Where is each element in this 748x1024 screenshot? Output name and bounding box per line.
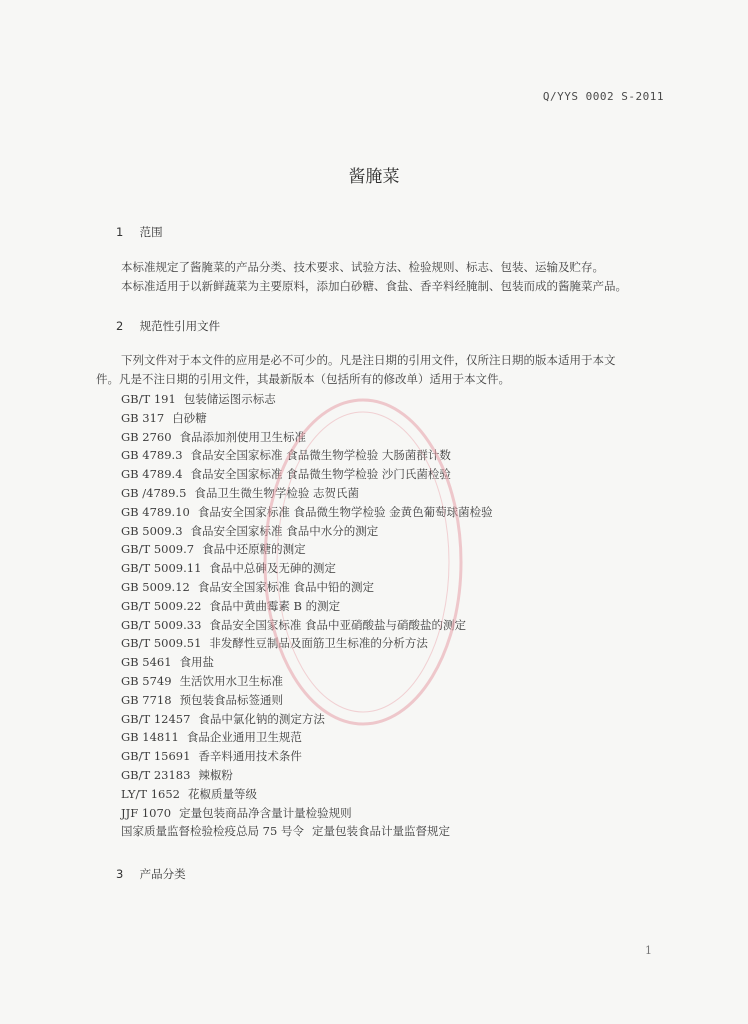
reference-code: GB 5009.3: [121, 523, 183, 538]
reference-title: 食品中总砷及无砷的测定: [209, 561, 336, 576]
references-intro-line-1: 下列文件对于本文件的应用是必不可少的。凡是注日期的引用文件，仅所注日期的版本适用于本文: [121, 353, 616, 367]
reference-item: [121, 503, 493, 522]
reference-code: GB/T 23183: [121, 767, 191, 782]
section-title: 产品分类: [139, 867, 186, 881]
reference-title: 食品中还原糖的测定: [202, 542, 306, 557]
reference-code: GB/T 15691: [121, 749, 191, 764]
reference-code: GB 317: [121, 410, 165, 425]
reference-code: GB/T 5009.33: [121, 617, 202, 632]
reference-code: 国家质量监督检验检疫总局 75 号令: [121, 824, 304, 839]
reference-title: 食品中黄曲霉素 B 的测定: [209, 598, 341, 613]
section-1-heading: [116, 224, 163, 240]
reference-item: [121, 653, 493, 672]
references-intro-line-2: 件。凡是不注日期的引用文件，其最新版本（包括所有的修改单）适用于本文件。: [96, 372, 510, 386]
reference-title: 定量包装商品净含量计量检验规则: [179, 805, 352, 820]
section-title: 规范性引用文件: [139, 319, 221, 333]
scope-paragraph-2: 本标准适用于以新鲜蔬菜为主要原料，添加白砂糖、食盐、香辛料经腌制、包装而成的酱腌菜产品。: [121, 279, 627, 293]
reference-item: [121, 785, 493, 804]
reference-title: 香辛料通用技术条件: [198, 749, 302, 764]
reference-code: GB/T 5009.7: [121, 542, 195, 557]
reference-title: 生活饮用水卫生标准: [179, 673, 284, 688]
reference-title: 食品安全国家标准 食品微生物学检验 金黄色葡萄球菌检验: [197, 504, 493, 519]
reference-item: [121, 672, 493, 691]
section-title: 范围: [139, 225, 163, 239]
reference-item: [121, 540, 493, 559]
section-number: 1: [116, 225, 124, 239]
reference-item: [121, 578, 493, 597]
reference-code: GB 14811: [121, 730, 179, 745]
reference-item: [121, 428, 493, 447]
reference-code: GB 4789.3: [121, 448, 183, 463]
reference-title: 食用盐: [179, 655, 215, 670]
reference-code: GB 7718: [121, 692, 172, 707]
reference-title: 非发酵性豆制品及面筋卫生标准的分析方法: [209, 636, 428, 651]
section-3-heading: [116, 866, 186, 882]
reference-code: GB 5009.12: [121, 579, 190, 594]
reference-title: 食品添加剂使用卫生标准: [179, 429, 307, 444]
reference-code: GB 5461: [121, 655, 172, 670]
reference-title: 食品卫生微生物学检验 志贺氏菌: [194, 485, 360, 500]
reference-item: [121, 691, 493, 710]
reference-item: [121, 710, 493, 729]
reference-code: GB 4789.10: [121, 504, 190, 519]
reference-title: 食品安全国家标准 食品中铅的测定: [197, 579, 375, 594]
reference-item: [121, 484, 493, 503]
reference-title: 食品安全国家标准 食品中亚硝酸盐与硝酸盐的测定: [209, 617, 467, 632]
reference-title: 包装储运图示标志: [183, 392, 276, 406]
page-number: 1: [645, 944, 652, 957]
reference-item: [121, 766, 493, 785]
reference-item: [121, 634, 493, 653]
reference-title: 食品安全国家标准 食品中水分的测定: [190, 523, 379, 538]
reference-item: [121, 822, 493, 841]
reference-code: GB/T 12457: [121, 711, 191, 726]
section-2-heading: [116, 318, 220, 334]
reference-list: [121, 390, 493, 841]
reference-code: GB/T 5009.22: [121, 598, 202, 613]
standard-code: Q/YYS 0002 S-2011: [542, 90, 664, 103]
reference-code: GB 4789.4: [121, 467, 183, 482]
reference-title: 辣椒粉: [198, 767, 233, 782]
reference-title: 食品安全国家标准 食品微生物学检验 大肠菌群计数: [190, 448, 451, 463]
reference-code: LY/T 1652: [121, 786, 180, 801]
reference-item: [121, 522, 493, 541]
reference-title: 白砂糖: [172, 410, 207, 425]
reference-item: [121, 559, 493, 578]
reference-code: JJF 1070: [121, 805, 172, 820]
section-number: 2: [116, 319, 124, 333]
reference-item: [121, 409, 493, 428]
reference-item: [121, 728, 493, 747]
reference-item: [121, 446, 493, 465]
reference-title: 预包装食品标签通则: [179, 692, 284, 707]
reference-code: GB/T 5009.51: [121, 636, 202, 651]
reference-code: GB/T 5009.11: [121, 561, 202, 576]
reference-item: [121, 804, 493, 823]
reference-item: [121, 465, 493, 484]
reference-item: [121, 616, 493, 635]
reference-title: 花椒质量等级: [187, 786, 257, 801]
reference-title: 食品安全国家标准 食品微生物学检验 沙门氏菌检验: [190, 467, 451, 482]
reference-title: 食品企业通用卫生规范: [186, 730, 302, 745]
reference-title: 定量包装食品计量监督规定: [311, 824, 450, 839]
scope-paragraph-1: 本标准规定了酱腌菜的产品分类、技术要求、试验方法、检验规则、标志、包装、运输及贮存。: [121, 260, 604, 274]
reference-item: [121, 597, 493, 616]
reference-code: GB 2760: [121, 429, 172, 444]
reference-code: GB/T 191: [121, 392, 176, 406]
reference-item: [121, 747, 493, 766]
document-title: 酱腌菜: [348, 167, 400, 187]
reference-title: 食品中氯化钠的测定方法: [198, 711, 325, 726]
reference-code: GB /4789.5: [121, 485, 187, 500]
reference-item: [121, 390, 493, 409]
section-number: 3: [116, 867, 124, 881]
reference-code: GB 5749: [121, 673, 172, 688]
